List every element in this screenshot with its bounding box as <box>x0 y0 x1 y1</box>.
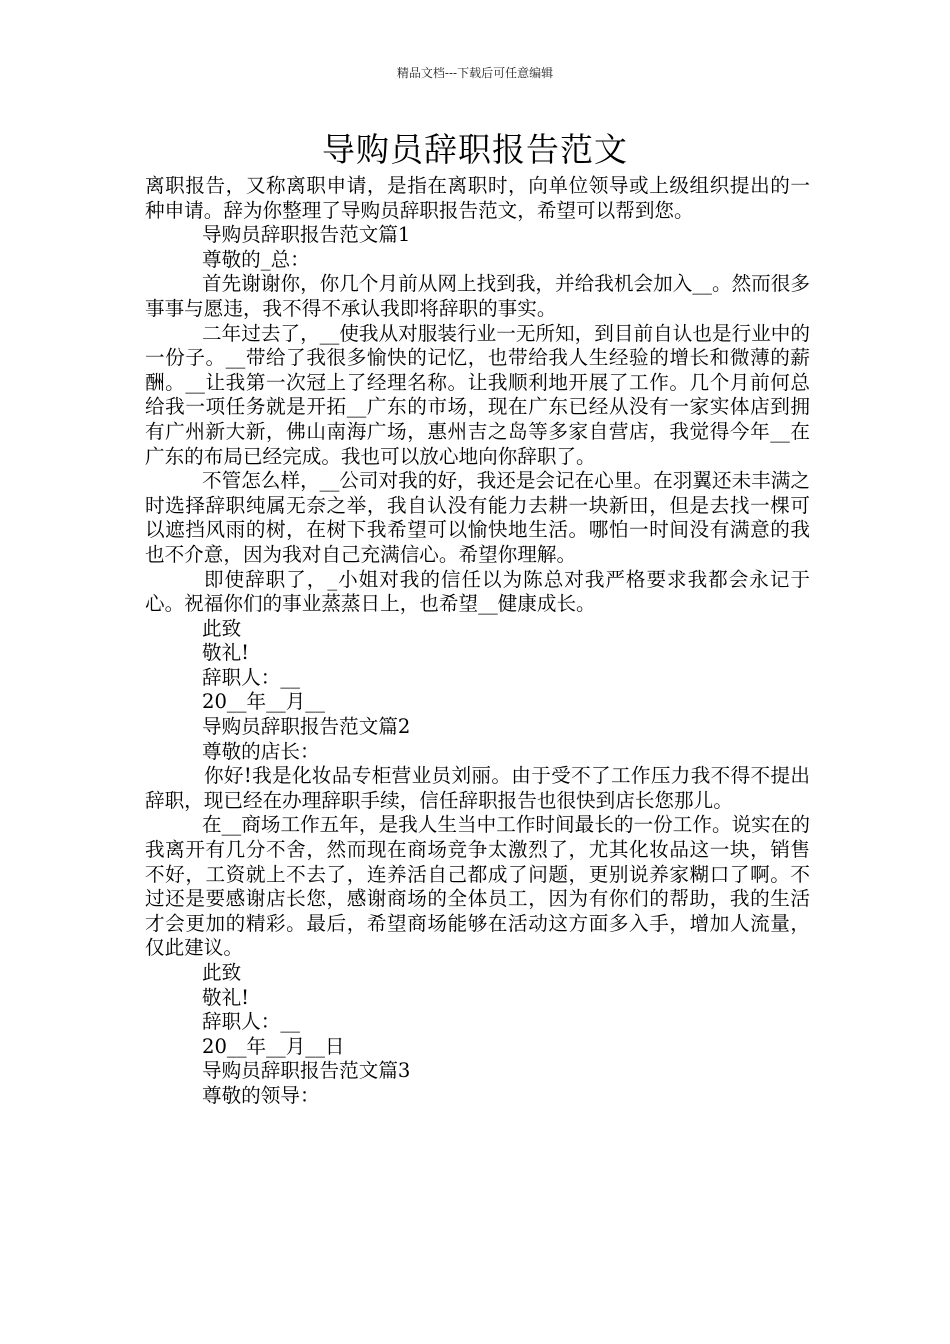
paragraph: 辞职人：__ <box>202 665 300 689</box>
paragraph: 尊敬的_总： <box>202 247 310 271</box>
paragraph: 首先谢谢你，你几个月前从网上找到我，并给我机会加入__。然而很多事事与愿违，我不得不承认我即将辞职的事实。 <box>145 272 810 320</box>
paragraph: 尊敬的店长： <box>202 739 320 763</box>
paragraph: 辞职人：__ <box>202 1010 300 1034</box>
paragraph: 即使辞职了，_小姐对我的信任以为陈总对我严格要求我都会永记于心。祝福你们的事业蒸蒸日上，也希望__健康成长。 <box>145 567 810 616</box>
paragraph: 导购员辞职报告范文篇2 <box>202 715 411 739</box>
paragraph: 二年过去了，__使我从对服装行业一无所知，到目前自认也是行业中的一份子。__带给了我很多愉快的记忆，也带给我人生经验的增长和微薄的薪酬。__让我第一次冠上了经理名称。让我顺利地开展了工作。几个月前何总给我一项任务就是开拓__广东的市场，现在广东已经从没有一家实体店到拥有广州新大新，佛山南海广场，惠州吉之岛等多家自营店，我觉得今年__在广东的布局已经完成。我也可以放心地向你辞职了。 <box>145 321 810 468</box>
paragraph: 尊敬的领导： <box>202 1083 320 1107</box>
paragraph: 20__年__月__ <box>202 690 325 714</box>
paragraph: 此致 <box>202 616 242 640</box>
paragraph: 此致 <box>202 961 242 984</box>
paragraph: 离职报告，又称离职申请，是指在离职时，向单位领导或上级组织提出的一种申请。辞为你整理了导购员辞职报告范文，希望可以帮到您。 <box>145 174 810 222</box>
paragraph: 在__商场工作五年，是我人生当中工作时间最长的一份工作。说实在的我离开有几分不舍，然而现在商场竞争太激烈了，尤其化妆品这一块，销售不好，工资就上不去了，连养活自己都成了问题，更别说养家糊口了啊。不过还是要感谢店长您，感谢商场的全体员工，因为有你们的帮助，我的生活才会更加的精彩。最后，希望商场能够在活动这方面多入手，增加人流量，仅此建议。 <box>145 813 810 960</box>
page-header: 精品文档---下载后可任意编辑 <box>396 66 554 80</box>
paragraph: 你好!我是化妆品专柜营业员刘丽。由于受不了工作压力我不得不提出辞职，现已经在办理辞职手续，信任辞职报告也很快到店长您那儿。 <box>145 764 810 812</box>
paragraph: 导购员辞职报告范文篇3 <box>202 1059 411 1083</box>
paragraph: 20__年__月__日 <box>202 1034 345 1058</box>
document-title: 导购员辞职报告范文 <box>322 130 628 169</box>
paragraph: 导购员辞职报告范文篇1 <box>202 223 411 247</box>
paragraph: 敬礼! <box>202 641 250 665</box>
document-body <box>145 174 810 1109</box>
paragraph: 不管怎么样，__公司对我的好，我还是会记在心里。在羽翼还未丰满之时选择辞职纯属无奈之举，我自认没有能力去耕一块新田，但是去找一棵可以遮挡风雨的树，在树下我希望可以愉快地生活。哪怕一时间没有满意的我也不介意，因为我对自己充满信心。希望你理解。 <box>145 469 810 566</box>
paragraph: 敬礼! <box>202 985 250 1009</box>
